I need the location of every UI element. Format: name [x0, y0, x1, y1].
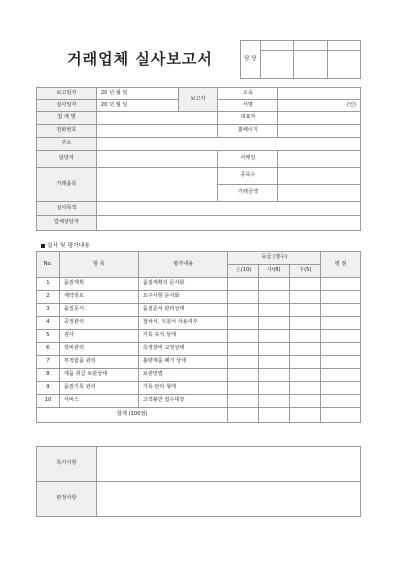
square-bullet-icon	[41, 244, 45, 248]
row-grade-mid[interactable]	[259, 369, 290, 382]
row-grade-low[interactable]	[290, 343, 321, 356]
row-grade-high[interactable]	[228, 317, 259, 330]
row-no: 4	[37, 317, 60, 330]
row-item: 계약검토	[59, 291, 138, 304]
evaluation-row	[37, 317, 361, 330]
row-grade-low[interactable]	[290, 369, 321, 382]
row-grade-mid[interactable]	[259, 395, 290, 408]
company-label: 업 체 명	[37, 112, 97, 125]
header-content: 평가내용	[138, 252, 228, 278]
row-grade-low[interactable]	[290, 291, 321, 304]
row-score[interactable]	[321, 343, 361, 356]
judgment-field[interactable]	[96, 482, 360, 517]
row-grade-mid[interactable]	[259, 382, 290, 395]
employees-label: 종목수	[218, 168, 278, 185]
info-table	[36, 87, 361, 231]
header-score: 평 점	[321, 252, 361, 278]
row-content: 절차서, 지침서 사용여부	[138, 317, 228, 330]
purpose-label: 실사목적	[37, 202, 97, 216]
row-content: 불량제품 폐기 상태	[138, 356, 228, 369]
header-no: No.	[37, 252, 60, 278]
report-date-field[interactable]: 20 년 월 일	[96, 88, 178, 100]
row-score[interactable]	[321, 330, 361, 343]
row-score[interactable]	[321, 369, 361, 382]
row-grade-high[interactable]	[228, 395, 259, 408]
row-item: 검사	[59, 330, 138, 343]
row-grade-mid[interactable]	[259, 317, 290, 330]
row-score[interactable]	[321, 317, 361, 330]
approval-sign-cell[interactable]	[260, 51, 293, 79]
amount-label: 거래금액	[218, 185, 278, 202]
row-item: 품질기록 관리	[59, 382, 138, 395]
total-high[interactable]	[228, 408, 259, 423]
address-label: 주소	[37, 138, 97, 151]
row-score[interactable]	[321, 278, 361, 291]
special-notes-field[interactable]	[96, 447, 360, 482]
evaluation-table	[36, 251, 361, 423]
row-grade-mid[interactable]	[259, 330, 290, 343]
homepage-label: 홈페이지	[218, 125, 278, 138]
row-grade-high[interactable]	[228, 304, 259, 317]
amount-field[interactable]	[278, 185, 361, 202]
row-grade-low[interactable]	[290, 382, 321, 395]
row-no: 6	[37, 343, 60, 356]
evaluation-row	[37, 369, 361, 382]
report-date-label: 보고일자	[37, 88, 97, 100]
total-score[interactable]	[321, 408, 361, 423]
participant-field[interactable]	[96, 216, 360, 231]
row-grade-mid[interactable]	[259, 278, 290, 291]
manager-field[interactable]	[96, 151, 218, 168]
row-grade-high[interactable]	[228, 382, 259, 395]
evaluation-row	[37, 278, 361, 291]
row-item: 품질계획	[59, 278, 138, 291]
row-item: 서비스	[59, 395, 138, 408]
row-content: 요구사항 문서화	[138, 291, 228, 304]
header-low: 下(5)	[290, 265, 321, 278]
company-field[interactable]	[96, 112, 218, 125]
row-grade-high[interactable]	[228, 369, 259, 382]
phone-label: 전화번호	[37, 125, 97, 138]
item-field[interactable]	[96, 168, 218, 202]
row-no: 9	[37, 382, 60, 395]
row-grade-high[interactable]	[228, 330, 259, 343]
affiliation-label: 소속	[218, 88, 278, 100]
row-item: 장비관리	[59, 343, 138, 356]
homepage-field[interactable]	[278, 125, 361, 138]
row-grade-low[interactable]	[290, 330, 321, 343]
judgment-label: 판정사항	[37, 482, 97, 517]
row-item: 품질문서	[59, 304, 138, 317]
purpose-field[interactable]	[96, 202, 360, 216]
row-item: 공정관리	[59, 317, 138, 330]
row-grade-mid[interactable]	[259, 343, 290, 356]
email-field[interactable]	[278, 151, 361, 168]
ceo-field[interactable]	[278, 112, 361, 125]
row-item: 제품 취급 보관상태	[59, 369, 138, 382]
inspect-date-label: 실사일자	[37, 100, 97, 112]
row-score[interactable]	[321, 291, 361, 304]
row-content: 측정장비 교정상태	[138, 343, 228, 356]
header-grade: 등급 (점수)	[228, 252, 321, 265]
evaluation-row	[37, 330, 361, 343]
row-content: 기록 유지 상태	[138, 330, 228, 343]
evaluation-row	[37, 291, 361, 304]
row-score[interactable]	[321, 304, 361, 317]
approval-box	[240, 40, 361, 79]
total-mid[interactable]	[259, 408, 290, 423]
row-grade-low[interactable]	[290, 317, 321, 330]
row-grade-low[interactable]	[290, 356, 321, 369]
header-high: 上(10)	[228, 265, 259, 278]
employees-field[interactable]	[278, 168, 361, 185]
manager-label: 담당자	[37, 151, 97, 168]
row-content: 품질문서 관리상태	[138, 304, 228, 317]
row-content: 보관방법	[138, 369, 228, 382]
item-label: 거래품목	[37, 168, 97, 202]
evaluation-row	[37, 382, 361, 395]
inspect-date-field[interactable]: 20 년 월 일	[96, 100, 178, 112]
evaluation-row	[37, 395, 361, 408]
row-no: 5	[37, 330, 60, 343]
row-no: 10	[37, 395, 60, 408]
approval-header-cell	[260, 41, 293, 51]
row-no: 3	[37, 304, 60, 317]
row-grade-low[interactable]	[290, 395, 321, 408]
approval-header-cell	[327, 41, 360, 51]
row-content: 품질계획의 문서화	[138, 278, 228, 291]
total-low[interactable]	[290, 408, 321, 423]
header-mid: 中(8)	[259, 265, 290, 278]
row-grade-high[interactable]	[228, 278, 259, 291]
evaluation-row	[37, 356, 361, 369]
approval-label: 담 당	[241, 41, 261, 79]
row-no: 2	[37, 291, 60, 304]
row-score[interactable]	[321, 356, 361, 369]
email-label: 이메일	[218, 151, 278, 168]
row-grade-mid[interactable]	[259, 291, 290, 304]
phone-field[interactable]	[96, 125, 218, 138]
row-score[interactable]	[321, 395, 361, 408]
page-title: 거래업체 실사보고서	[67, 50, 213, 68]
approval-sign-cell[interactable]	[327, 51, 360, 79]
affiliation-field[interactable]	[278, 88, 361, 100]
signature-label: 서명	[218, 100, 278, 112]
row-grade-high[interactable]	[228, 356, 259, 369]
row-grade-low[interactable]	[290, 304, 321, 317]
row-grade-high[interactable]	[228, 343, 259, 356]
ceo-label: 대표자	[218, 112, 278, 125]
address-field[interactable]	[96, 138, 360, 151]
row-item: 부적합품 관리	[59, 356, 138, 369]
row-grade-low[interactable]	[290, 278, 321, 291]
row-content: 기록 관리 형태	[138, 382, 228, 395]
reporter-label: 보고자	[178, 88, 218, 112]
evaluation-rows	[37, 278, 361, 408]
row-grade-mid[interactable]	[259, 356, 290, 369]
section-heading	[41, 240, 90, 249]
remarks-table	[36, 446, 361, 517]
special-notes-label: 특기사항	[37, 447, 97, 482]
section-title: 실사 및 평가내용	[47, 243, 90, 249]
row-score[interactable]	[321, 382, 361, 395]
row-no: 8	[37, 369, 60, 382]
seal-mark[interactable]: (인)	[278, 100, 361, 112]
row-grade-mid[interactable]	[259, 304, 290, 317]
row-no: 1	[37, 278, 60, 291]
row-content: 고객불만 접수대장	[138, 395, 228, 408]
evaluation-row	[37, 304, 361, 317]
approval-sign-cell[interactable]	[294, 51, 327, 79]
participant-label: 업체상담자	[37, 216, 97, 231]
evaluation-row	[37, 343, 361, 356]
total-label: 합계 (100점)	[37, 408, 228, 423]
header-item: 항 목	[59, 252, 138, 278]
row-no: 7	[37, 356, 60, 369]
row-grade-high[interactable]	[228, 291, 259, 304]
approval-header-cell	[294, 41, 327, 51]
